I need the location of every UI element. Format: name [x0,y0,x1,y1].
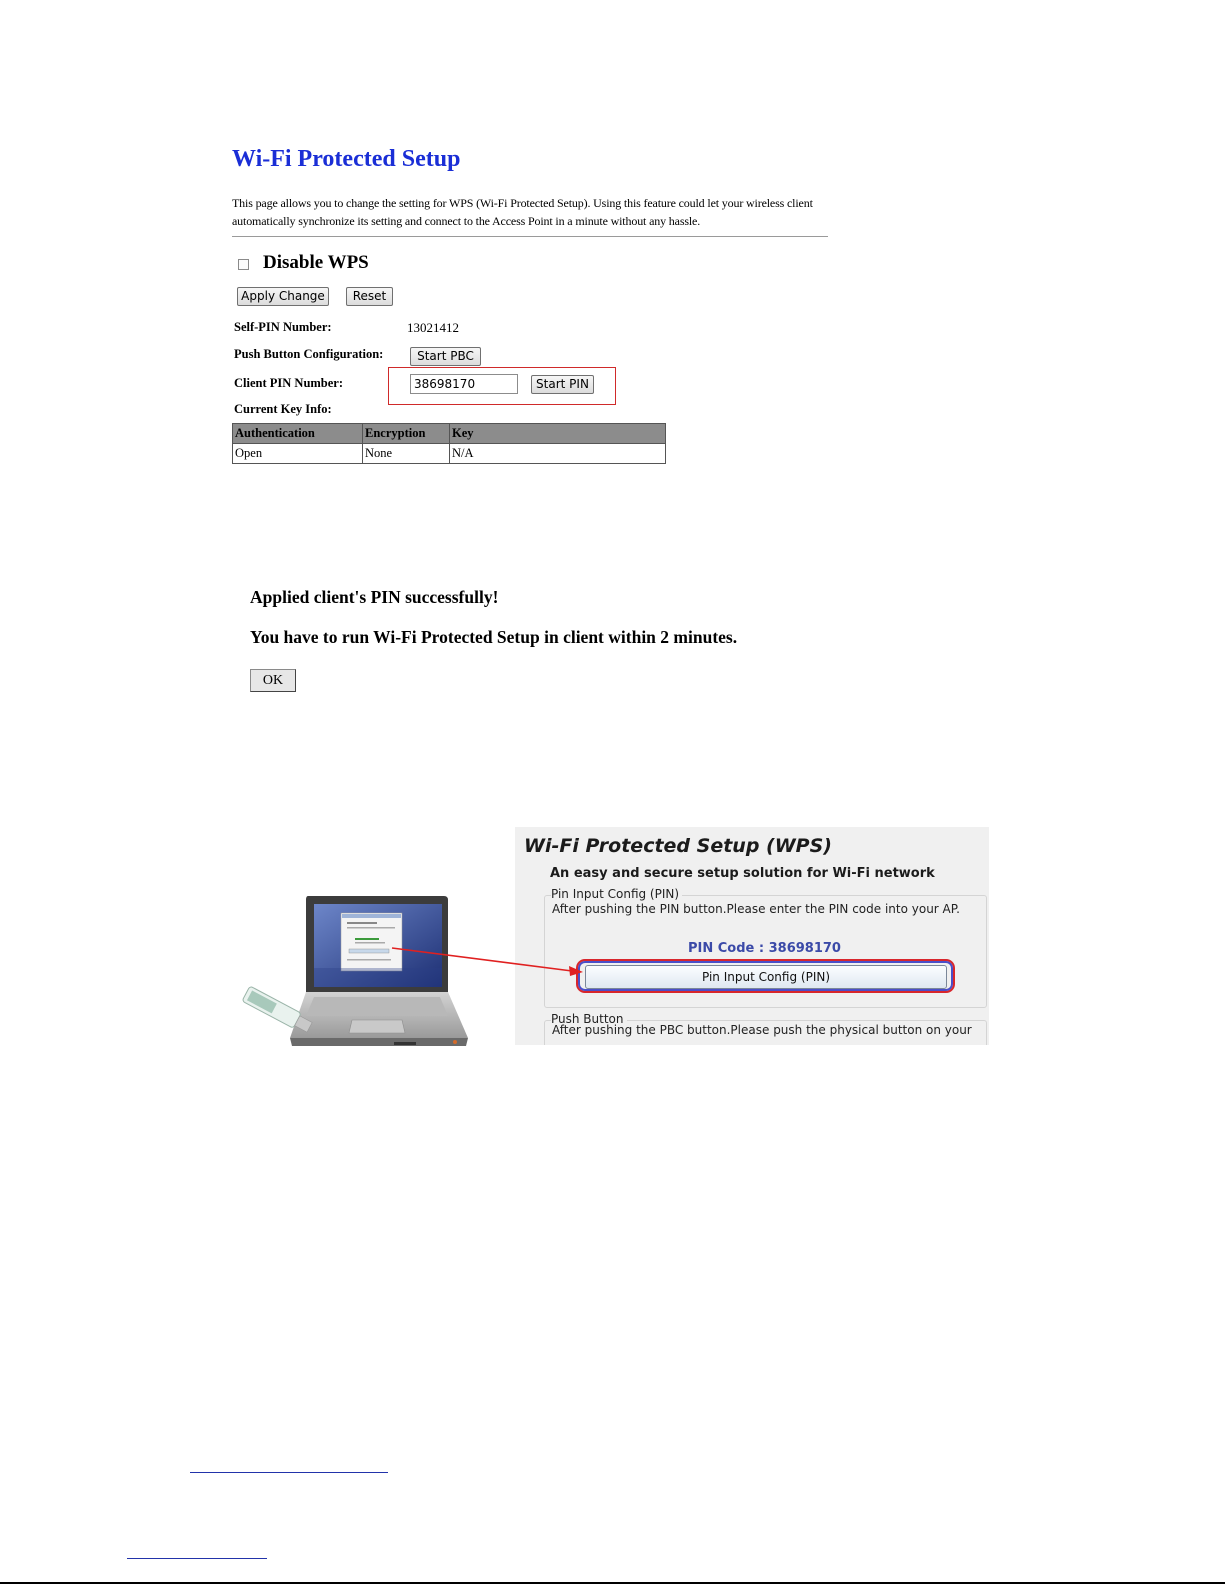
wps-settings-panel [232,140,832,480]
pin-config-group-label: Pin Input Config (PIN) [551,887,682,901]
reset-button[interactable]: Reset [346,287,393,306]
footer-rule [127,1558,267,1559]
laptop-illustration [234,816,519,1056]
current-key-info-label: Current Key Info: [234,402,332,416]
self-pin-label: Self-PIN Number: [234,320,332,334]
key-info-table [232,423,666,464]
client-title: Wi-Fi Protected Setup (WPS) [524,835,832,857]
instruction-message: You have to run Wi-Fi Protected Setup in client within 2 minutes. [250,627,738,647]
wps-client-panel [515,827,989,1045]
disable-wps-checkbox[interactable] [238,259,249,270]
client-pin-label: Client PIN Number: [234,376,344,390]
table-cell: Open [233,444,363,464]
table-cell: None [363,444,450,464]
disable-wps-label: Disable WPS [263,252,369,273]
table-row [233,444,666,464]
success-message: Applied client's PIN successfully! [250,587,499,607]
page-description: This page allows you to change the setting for WPS (Wi-Fi Protected Setup). Using this feature could let your wireless client automatically synchronize its setting and connect to the Access Point in a minute without any hassle. [232,196,813,228]
page-title: Wi-Fi Protected Setup [232,146,461,172]
push-button-config-label: Push Button Configuration: [234,347,384,361]
page-edge-rule [0,1582,1225,1584]
push-button-group-label: Push Button [551,1012,627,1026]
table-cell: N/A [450,444,666,464]
client-pin-input[interactable]: 38698170 [410,374,518,394]
pin-instruction: After pushing the PIN button.Please enter the PIN code into your AP. [552,902,960,916]
table-header-row [233,424,666,444]
start-pbc-button[interactable]: Start PBC [410,347,481,366]
ok-button[interactable]: OK [250,669,296,692]
apply-change-button[interactable]: Apply Change [237,287,329,306]
table-header-cell: Key [450,424,666,444]
pin-input-config-button[interactable]: Pin Input Config (PIN) [585,965,947,989]
table-header-cell: Encryption [363,424,450,444]
table-header-cell: Authentication [233,424,363,444]
client-subtitle: An easy and secure setup solution for Wi-Fi network [550,866,935,881]
push-button-instruction: After pushing the PBC button.Please push the physical button on your [552,1023,972,1037]
start-pin-button[interactable]: Start PIN [531,375,594,394]
pin-code-label: PIN Code : 38698170 [688,941,841,956]
self-pin-value: 13021412 [407,320,459,335]
footnote-rule [190,1472,388,1473]
wps-client-illustration [234,816,989,1056]
divider [232,236,828,237]
